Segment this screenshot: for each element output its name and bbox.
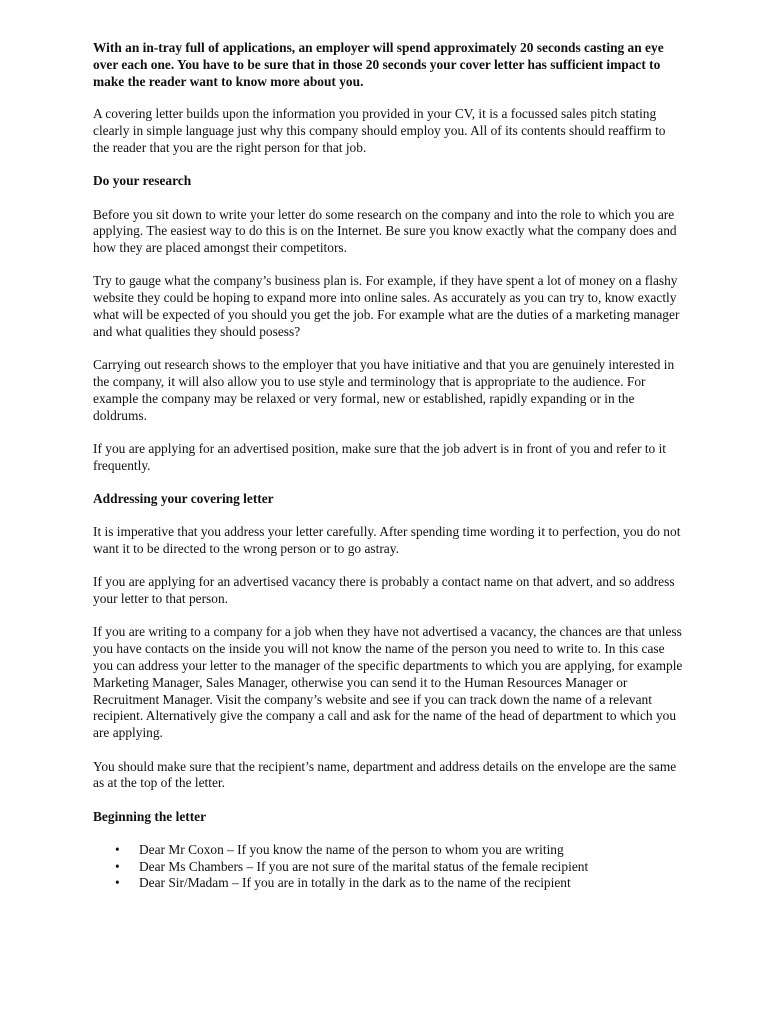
- research-paragraph-2: Try to gauge what the company’s business plan is. For example, if they have spent a lot of money on a flashy website they could be hoping to expand more into online sales. As accurately as you can try to, know exactly what will be expected of you should you get the job. For example what are the duties of a marketing manager and what qualities they should posess?: [93, 273, 680, 339]
- list-item-text: Dear Mr Coxon – If you know the name of the person to whom you are writing: [139, 841, 564, 857]
- research-paragraph-4: If you are applying for an advertised position, make sure that the job advert is in front of you and refer to it frequently.: [93, 440, 667, 473]
- list-item-text: Dear Sir/Madam – If you are in totally in the dark as to the name of the recipient: [139, 875, 571, 891]
- list-item-text: Dear Ms Chambers – If you are not sure of the marital status of the female recipient: [139, 858, 589, 874]
- salutation-list: [93, 842, 683, 892]
- overview-paragraph: A covering letter builds upon the information you provided in your CV, it is a focussed sales pitch stating clearly in simple language just why this company should employ you. All of its contents should reaffirm to the reader that you are the right person for that job.: [93, 106, 666, 155]
- list-item: [93, 875, 683, 892]
- document-page: [93, 40, 683, 892]
- section-heading-beginning: Beginning the letter: [93, 808, 207, 824]
- research-paragraph-1: Before you sit down to write your letter do some research on the company and into the role to which you are applying. The easiest way to do this is on the Internet. Be sure you know exactly what the company does and how they are placed amongst their competitors.: [93, 206, 677, 256]
- list-item: [93, 859, 683, 876]
- list-item: [93, 842, 683, 859]
- research-paragraph-3: Carrying out research shows to the employer that you have initiative and that you are genuinely interested in the company, it will also allow you to use style and terminology that is appropriate to the audience. For example the company may be relaxed or very formal, new or established, rapidly expanding or in the doldrums.: [93, 357, 675, 423]
- addressing-paragraph-4: You should make sure that the recipient’s name, department and address details on the envelope are the same as at the top of the letter.: [93, 758, 677, 791]
- addressing-paragraph-1: It is imperative that you address your letter carefully. After spending time wording it to perfection, you do not want it to be directed to the wrong person or to go astray.: [93, 524, 681, 557]
- addressing-paragraph-2: If you are applying for an advertised vacancy there is probably a contact name on that advert, and so address your letter to that person.: [93, 574, 675, 607]
- bullet-icon: •: [115, 875, 120, 891]
- bullet-icon: •: [115, 858, 120, 874]
- addressing-paragraph-3: If you are writing to a company for a job when they have not advertised a vacancy, the chances are that unless you have contacts on the inside you will not know the name of the person you need to write to. In this case you can address your letter to the manager of the specific departments to which you are applying, for example Marketing Manager, Sales Manager, otherwise you can send it to the Human Resources Manager or Recruitment Manager. Visit the company’s website and see if you can track down the name of a relevant recipient. Alternatively give the company a call and ask for the name of the head of department to which you are applying.: [93, 624, 683, 741]
- intro-paragraph: With an in-tray full of applications, an employer will spend approximately 20 seconds casting an eye over each one. You have to be sure that in those 20 seconds your cover letter has sufficient impact to make the reader want to know more about you.: [93, 40, 664, 89]
- section-heading-addressing: Addressing your covering letter: [93, 490, 274, 506]
- section-heading-research: Do your research: [93, 173, 192, 189]
- bullet-icon: •: [115, 841, 120, 857]
